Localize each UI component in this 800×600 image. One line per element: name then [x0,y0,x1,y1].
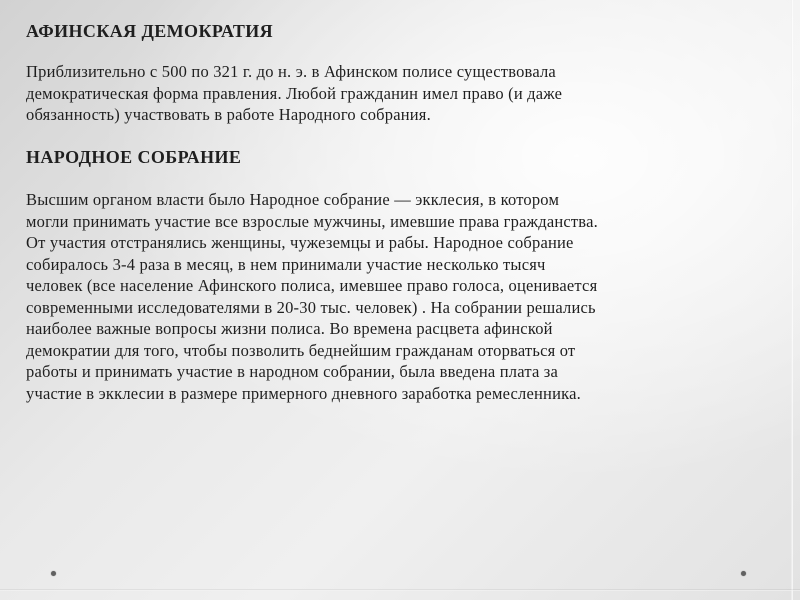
paragraph-line: могли принимать участие все взрослые мужчины, имевшие права гражданства. [26,211,598,231]
paragraph-line: участие в экклесии в размере примерного дневного заработка ремесленника. [26,383,581,403]
paragraph-line: демократическая форма правления. Любой гражданин имел право (и даже [26,83,563,103]
bottom-right-dot [741,571,746,576]
intro-paragraph [26,61,562,126]
paragraph-line: От участия отстранялись женщины, чужеземцы и рабы. Народное собрание [26,233,574,252]
paragraph-line: демократии для того, чтобы позволить беднейшим гражданам оторваться от [26,340,576,360]
bottom-rule [0,589,800,591]
bottom-left-dot [51,571,56,576]
paragraph-line: обязанность) участвовать в работе Народного собрания. [26,105,431,124]
section-heading: НАРОДНОЕ СОБРАНИЕ [26,147,242,167]
paragraph-line: Приблизительно с 500 по 321 г. до н. э. в Афинском полисе существовала [26,62,556,81]
paragraph-line: современными исследователями в 20-30 тыс. человек) . На собрании решались [26,297,596,317]
paragraph-line: работы и принимать участие в народном собрании, была введена плата за [26,362,559,381]
paragraph-line: наиболее важные вопросы жизни полиса. Во времена расцвета афинской [26,319,553,338]
paragraph-line: собиралось 3-4 раза в месяц, в нем принимали участие несколько тысяч [26,254,546,274]
body-paragraph [26,189,598,404]
paragraph-line: Высшим органом власти было Народное собрание — экклесия, в котором [26,190,560,209]
paragraph-line: человек (все население Афинского полиса, имевшее право голоса, оценивается [26,276,598,295]
slide-title: АФИНСКАЯ ДЕМОКРАТИЯ [26,21,274,41]
right-edge-rule [791,0,793,600]
